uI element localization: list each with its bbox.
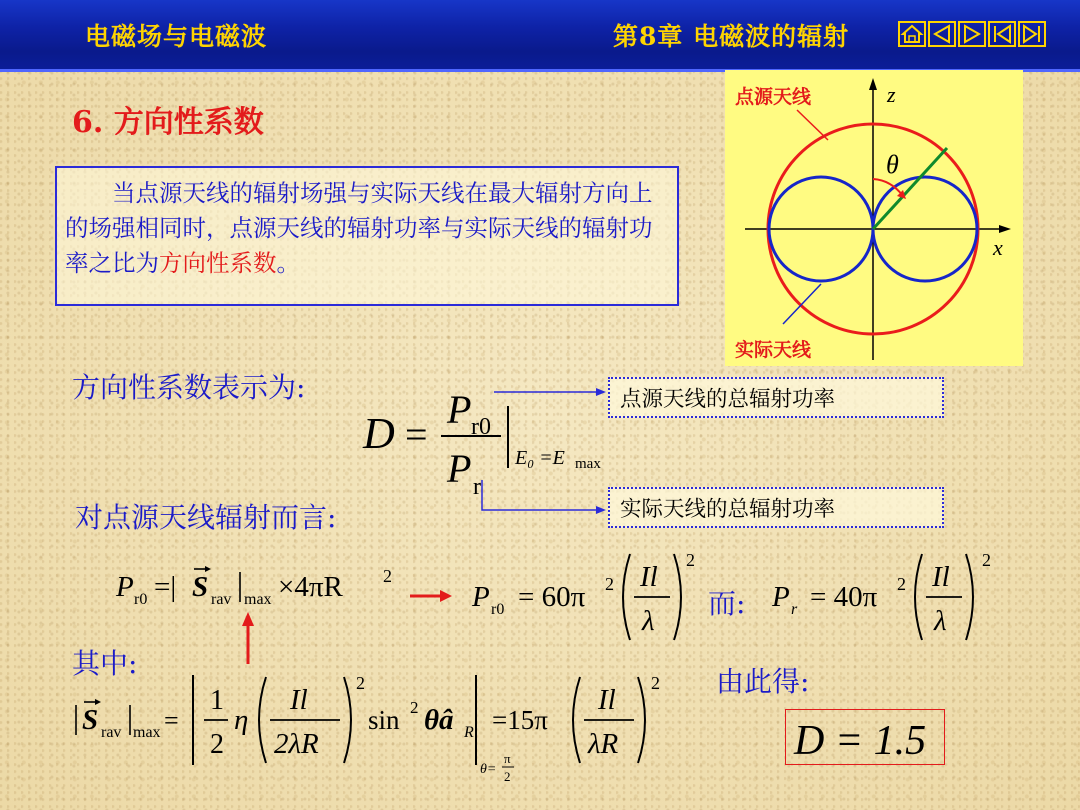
where-paren-left	[259, 677, 266, 763]
formula-d-symbol: D	[363, 409, 395, 458]
next-icon	[960, 23, 984, 45]
where-paren-right	[344, 677, 351, 763]
forty-pi: = 40π	[810, 581, 878, 613]
theta-direction-line	[873, 148, 947, 229]
s-average-formula	[68, 665, 668, 790]
where-heading: 其中:	[72, 647, 138, 680]
first-slide-button[interactable]	[988, 21, 1016, 47]
pr0-result-symbol: P	[472, 581, 490, 613]
result-text: D = 1.5	[794, 718, 927, 764]
directivity-heading: 方向性系数表示为:	[72, 371, 306, 404]
il-numerator: Il	[640, 561, 658, 593]
pr0-result-formula	[470, 542, 710, 652]
pi-exponent: 2	[605, 574, 614, 594]
result-paren-exponent: 2	[651, 673, 660, 693]
pr0-symbol: P	[116, 571, 134, 603]
pr-paren-exponent: 2	[982, 550, 991, 570]
derivation-arrows	[230, 580, 460, 670]
where-max-subscript: max	[133, 724, 161, 741]
source-arrowhead	[242, 612, 254, 626]
point-antenna-label: 点源天线	[735, 86, 812, 108]
pr-lambda-denominator: λ	[934, 605, 947, 637]
last-icon	[1020, 23, 1044, 45]
times-4pir: ×4πR	[278, 571, 343, 603]
conclusion-heading: 由此得:	[716, 665, 810, 698]
fifteen-pi: =15π	[492, 705, 548, 735]
section-title: 6. 方向性系数	[72, 105, 264, 140]
formula-equals: =	[405, 412, 428, 457]
eval-pi: π	[504, 751, 511, 766]
pr-paren-left	[915, 554, 922, 640]
pr-pi-exponent: 2	[897, 574, 906, 594]
eta-symbol: η	[234, 704, 249, 736]
point-source-heading: 对点源天线辐射而言:	[75, 501, 337, 534]
result-il-numerator: Il	[598, 684, 616, 716]
where-s-subscript: rav	[101, 724, 122, 741]
theta-label: θ	[886, 150, 899, 179]
a-hat-subscript: R	[464, 724, 474, 741]
z-axis-arrow	[869, 78, 877, 90]
title-bar	[0, 0, 1080, 72]
where-s-vector: S	[82, 704, 99, 736]
paren-right	[674, 554, 681, 640]
x-axis-arrow	[999, 225, 1011, 233]
where-paren-exponent: 2	[356, 673, 365, 693]
condition-text: E₀ =E	[515, 447, 565, 469]
course-title: 电磁场与电磁波	[85, 22, 268, 51]
first-icon	[990, 23, 1014, 45]
eval-two: 2	[504, 769, 511, 784]
result-paren-right	[638, 677, 645, 763]
where-equals: =	[164, 706, 179, 735]
last-slide-button[interactable]	[1018, 21, 1046, 47]
pr0-subscript: r0	[134, 591, 148, 608]
home-button[interactable]	[898, 21, 926, 47]
z-axis-label: z	[887, 82, 896, 107]
connector-actual	[482, 480, 598, 510]
radiation-pattern-diagram	[725, 70, 1023, 366]
chapter-title: 第8章 电磁波的辐射	[613, 22, 850, 51]
s-subscript: rav	[211, 591, 232, 608]
two-lambda-r: 2λR	[274, 728, 319, 760]
callout-point-source-power: 点源天线的总辐射功率	[608, 377, 944, 418]
result-arrowhead	[440, 590, 452, 602]
result-box	[785, 709, 945, 765]
abs-open: =|	[154, 571, 177, 603]
half-numerator: 1	[210, 685, 224, 716]
half-denominator: 2	[210, 729, 224, 760]
eval-theta: θ=	[480, 762, 497, 777]
pr-il-numerator: Il	[932, 561, 950, 593]
sin-exponent: 2	[410, 698, 419, 717]
sin-text: sin	[368, 705, 400, 735]
definition-end: 。	[276, 249, 300, 277]
pr-formula	[770, 542, 1010, 652]
denominator-subscript: r	[473, 474, 481, 500]
previous-slide-button[interactable]	[928, 21, 956, 47]
pr-symbol: P	[772, 581, 790, 613]
home-icon	[900, 23, 924, 45]
paren-exponent: 2	[686, 550, 695, 570]
connector-actual-arrow	[596, 506, 606, 514]
definition-box	[55, 166, 679, 306]
pr0-result-subscript: r0	[491, 601, 505, 618]
x-axis-label: x	[993, 235, 1003, 260]
definition-text: 当点源天线的辐射场强与实际天线在最大辐射方向上的场强相同时，点源天线的辐射功率与实际天线的辐射功率之比为	[65, 179, 653, 277]
lambda-r: λR	[588, 728, 619, 760]
definition-highlight: 方向性系数	[159, 249, 277, 277]
lambda-denominator: λ	[642, 605, 655, 637]
result-paren-left	[573, 677, 580, 763]
condition-subscript: max	[575, 456, 601, 472]
connector-point-arrow	[596, 388, 606, 396]
pr-subscript: r	[791, 601, 798, 618]
previous-icon	[930, 23, 954, 45]
numerator-p: P	[447, 387, 472, 432]
actual-antenna-label: 实际天线	[735, 339, 812, 361]
callout-actual-power: 实际天线的总辐射功率	[608, 487, 944, 528]
numerator-subscript: r0	[471, 414, 491, 440]
next-slide-button[interactable]	[958, 21, 986, 47]
where-il-numerator: Il	[290, 684, 308, 716]
point-antenna-pointer	[797, 110, 828, 140]
sixty-pi: = 60π	[518, 581, 586, 613]
callout-connectors	[470, 380, 620, 520]
s-vector: S	[192, 571, 209, 603]
nav-button-group	[898, 21, 1046, 47]
r-exponent: 2	[383, 566, 392, 586]
result-formula	[786, 710, 946, 766]
pr-paren-right	[966, 554, 973, 640]
theta-a-hat: θâ	[424, 704, 454, 736]
max-subscript: max	[244, 591, 272, 608]
denominator-p: P	[447, 446, 472, 491]
paren-left	[623, 554, 630, 640]
and-label: 而:	[708, 587, 746, 620]
